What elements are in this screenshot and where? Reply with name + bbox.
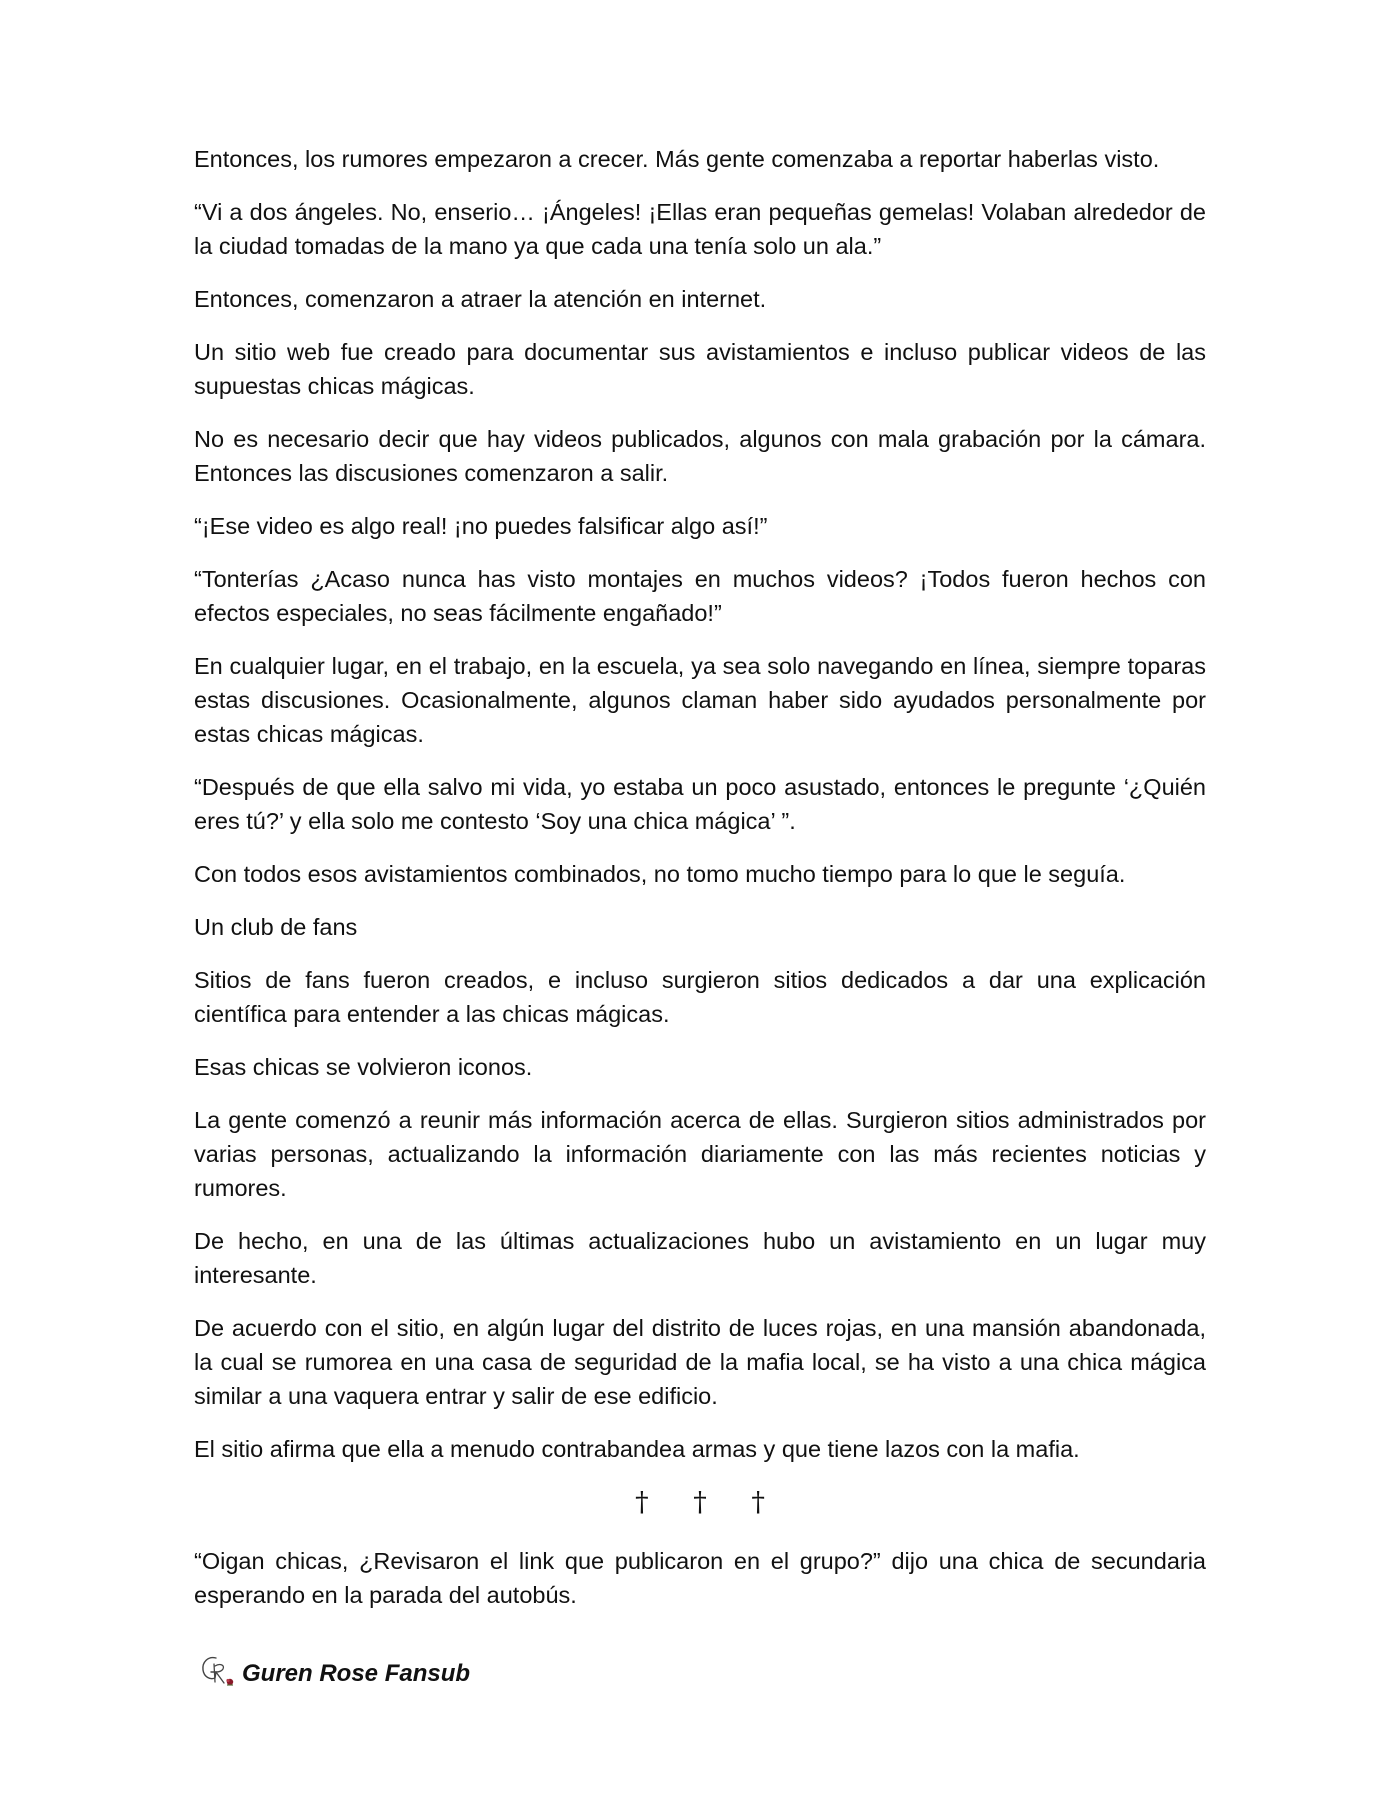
paragraph: Un club de fans [194,914,358,940]
footer [198,1652,470,1690]
paragraph: “Después de que ella salvo mi vida, yo estaba un poco asustado, entonces le pregunte ‘¿Quién eres tú?’ y ella solo me contesto ‘Soy una chica mágica’ ”. [194,774,1206,834]
section-separator: † † † [635,1487,783,1518]
paragraph: Entonces, comenzaron a atraer la atención en internet. [194,286,767,312]
paragraph: Sitios de fans fueron creados, e incluso surgieron sitios dedicados a dar una explicación científica para entender a las chicas mágicas. [194,967,1206,1027]
gr-monogram-icon [198,1652,238,1690]
paragraph: No es necesario decir que hay videos publicados, algunos con mala grabación por la cámara. Entonces las discusiones comenzaron a salir. [194,426,1206,486]
paragraph: “Vi a dos ángeles. No, enserio… ¡Ángeles! ¡Ellas eran pequeñas gemelas! Volaban alrededor de la ciudad tomadas de la mano ya que cada una tenía solo un ala.” [194,199,1206,259]
paragraph: Un sitio web fue creado para documentar sus avistamientos e incluso publicar videos de las supuestas chicas mágicas. [194,339,1206,399]
paragraph: “¡Ese video es algo real! ¡no puedes falsificar algo así!” [194,513,768,539]
paragraph: De acuerdo con el sitio, en algún lugar del distrito de luces rojas, en una mansión abandonada, la cual se rumorea en una casa de seguridad de la mafia local, se ha visto a una chica mágica similar a una vaquera entrar y salir de ese edificio. [194,1315,1206,1409]
paragraph: “Tonterías ¿Acaso nunca has visto montajes en muchos videos? ¡Todos fueron hechos con efectos especiales, no seas fácilmente engañado!” [194,566,1206,626]
closing-paragraph: “Oigan chicas, ¿Revisaron el link que publicaron en el grupo?” dijo una chica de secundaria esperando en la parada del autobús. [194,1548,1206,1608]
footer-credit: Guren Rose Fansub [242,1660,471,1687]
document-page [194,142,1206,1631]
paragraph: El sitio afirma que ella a menudo contrabandea armas y que tiene lazos con la mafia. [194,1436,1080,1462]
paragraph: Esas chicas se volvieron iconos. [194,1054,533,1080]
paragraph: En cualquier lugar, en el trabajo, en la escuela, ya sea solo navegando en línea, siempre toparas estas discusiones. Ocasionalmente, algunos claman haber sido ayudados personalmente por estas chicas mágicas. [194,653,1206,747]
paragraph: Con todos esos avistamientos combinados, no tomo mucho tiempo para lo que le seguía. [194,861,1126,887]
paragraph: Entonces, los rumores empezaron a crecer. Más gente comenzaba a reportar haberlas visto. [194,146,1160,172]
paragraph: De hecho, en una de las últimas actualizaciones hubo un avistamiento en un lugar muy interesante. [194,1228,1206,1288]
paragraph: La gente comenzó a reunir más información acerca de ellas. Surgieron sitios administrados por varias personas, actualizando la información diariamente con las más recientes noticias y rumores. [194,1107,1206,1201]
